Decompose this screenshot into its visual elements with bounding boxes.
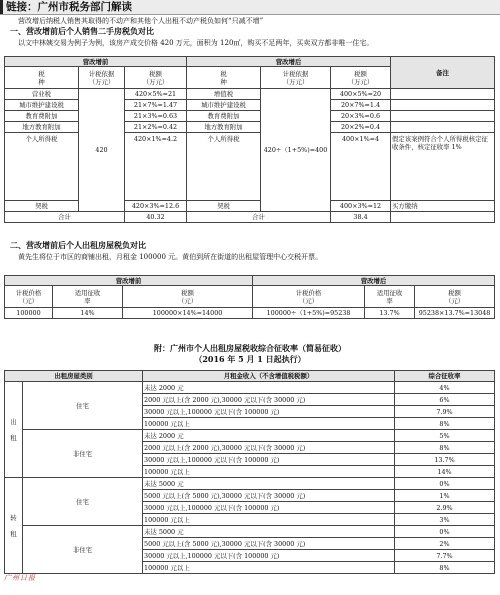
- section2-desc: 黄先生将位于市区的商铺出租，月租金 100000 元。黄伯到所在街道的出租屋管理中心交税开票。: [18, 253, 323, 261]
- sale-tax-table: [4, 56, 495, 223]
- rent-tax-before: 100000×14%=14000: [123, 308, 253, 319]
- group-before: 营改增前: [5, 57, 187, 67]
- col-amount-after: 税额 （万元）: [331, 67, 391, 89]
- rent-tax-after: 95238×13.7%=13048: [415, 308, 495, 319]
- col-amount-before: 税额 （万元）: [125, 67, 187, 89]
- zhuan-non-rate-2: 7.7%: [395, 550, 495, 562]
- tax-before-1: 城市维护建设税: [5, 100, 79, 111]
- rent-col-tax-after: 税额 （元）: [415, 286, 495, 308]
- rent-rate-before: 14%: [53, 308, 123, 319]
- chu-house-rate-1: 6%: [395, 394, 495, 406]
- chu-house-rate-2: 7.9%: [395, 406, 495, 418]
- amount-before-2: 21×3%=0.63: [125, 111, 187, 122]
- total-before: 40.32: [125, 212, 187, 223]
- tax-before-3: 地方教育附加: [5, 122, 79, 133]
- chu-non-label: 非住宅: [23, 430, 143, 478]
- chu-non-range-3: 100000 元以上: [143, 466, 395, 478]
- tax-before-4: 个人所得税: [5, 133, 79, 201]
- rate-table: [4, 370, 495, 574]
- rent-col-price-before: 计税价格 （元）: [5, 286, 53, 308]
- tax-after-0: 增值税: [187, 89, 261, 100]
- chu-non-range-0: 未达 2000 元: [143, 430, 395, 442]
- rent-price-before: 100000: [5, 308, 53, 319]
- rent-col-rate-before: 适用征收 率: [53, 286, 123, 308]
- zhuan-house-range-0: 未达 5000 元: [143, 478, 395, 490]
- amount-after-2: 20×3%=0.6: [331, 111, 391, 122]
- note-pit: 假定该案例符合个人所得税核定征收条件，核定征收率 1%: [391, 133, 495, 201]
- zhuan-house-range-2: 30000 元以上,100000 元以下(含 100000 元): [143, 502, 395, 514]
- zhuan-house-rate-3: 3%: [395, 514, 495, 526]
- total-label-before: 合计: [5, 212, 125, 223]
- zhuan-house-range-1: 5000 元以上(含 5000 元),30000 元以下(含 30000 元): [143, 490, 395, 502]
- tax-after-2: 教育费附加: [187, 111, 261, 122]
- chu-non-range-2: 30000 元以上,100000 元以下(含 100000 元): [143, 454, 395, 466]
- amount-after-0: 400×5%=20: [331, 89, 391, 100]
- tax-before-2: 教育费附加: [5, 111, 79, 122]
- col-basis-before: 计税依据 （万元）: [79, 67, 125, 89]
- chu-house-range-1: 2000 元以上(含 2000 元),30000 元以下(含 30000 元): [143, 394, 395, 406]
- rent-col-tax-before: 税额 （元）: [123, 286, 253, 308]
- header-title: 链接：广州市税务部门解读: [6, 1, 132, 13]
- tax-before-5: 契税: [5, 201, 79, 212]
- col-tax-after: 税 种: [187, 67, 261, 89]
- basis-before: 420: [79, 89, 125, 212]
- zhuan-house-label: 住宅: [23, 478, 143, 526]
- amount-before-5: 420×3%=12.6: [125, 201, 187, 212]
- tax-before-0: 营业税: [5, 89, 79, 100]
- header-accent-bar: [0, 0, 3, 14]
- amount-after-5: 400×3%=12: [331, 201, 391, 212]
- chu-non-rate-1: 8%: [395, 442, 495, 454]
- amount-before-1: 21×7%=1.47: [125, 100, 187, 111]
- basis-after: 420÷（1+5%)=400: [261, 89, 331, 212]
- rate-group-zhuan: 转 租: [5, 478, 23, 574]
- chu-house-range-3: 100000 元以上: [143, 418, 395, 430]
- chu-non-rate-2: 13.7%: [395, 454, 495, 466]
- rent-group-after: 营改增后: [253, 276, 495, 286]
- rate-col-category: 出租房屋类别: [5, 371, 143, 382]
- amount-before-3: 21×2%=0.42: [125, 122, 187, 133]
- group-notes: 备注: [391, 57, 495, 89]
- amount-before-4: 420×1%=4.2: [125, 133, 187, 201]
- section2-title: 二、营改增前后个人出租房屋税负对比: [10, 240, 146, 250]
- tax-after-1: 城市维护建设税: [187, 100, 261, 111]
- tax-after-3: 地方教育附加: [187, 122, 261, 133]
- rate-group-chu: 出 租: [5, 382, 23, 478]
- tax-after-4: 个人所得税: [187, 133, 261, 201]
- rent-price-after: 100000÷（1+5%)=95238: [253, 308, 365, 319]
- zhuan-non-range-3: 100000 元以上: [143, 562, 395, 574]
- chu-house-range-0: 未达 2000 元: [143, 382, 395, 394]
- section1-desc: 以文中林姨交易为例子为例，该房产成交价格 420 万元，面积为 120㎡，购买不足两年，买卖双方都非唯一住宅。: [18, 39, 374, 47]
- note-deed: 买方缴纳: [391, 201, 495, 212]
- chu-non-rate-3: 14%: [395, 466, 495, 478]
- col-basis-after: 计税依据 （万元）: [261, 67, 331, 89]
- total-after: 38.4: [331, 212, 391, 223]
- chu-non-rate-0: 5%: [395, 430, 495, 442]
- zhuan-non-range-2: 30000 元以上,100000 元以下(含 100000 元): [143, 550, 395, 562]
- amount-before-0: 420×5%=21: [125, 89, 187, 100]
- zhuan-house-rate-2: 2.9%: [395, 502, 495, 514]
- appendix-title: 附：广州市个人出租房屋税收综合征收率（简易征收）: [154, 343, 346, 353]
- chu-house-rate-0: 4%: [395, 382, 495, 394]
- chu-house-rate-3: 8%: [395, 418, 495, 430]
- total-label-after: 合计: [187, 212, 331, 223]
- zhuan-non-rate-3: 8%: [395, 562, 495, 574]
- amount-after-3: 20×2%=0.4: [331, 122, 391, 133]
- rent-col-rate-after: 适用征收 率: [365, 286, 415, 308]
- chu-house-label: 住宅: [23, 382, 143, 430]
- zhuan-non-label: 非住宅: [23, 526, 143, 574]
- rent-rate-after: 13.7%: [365, 308, 415, 319]
- rate-col-rate: 综合征收率: [395, 371, 495, 382]
- zhuan-house-rate-1: 1%: [395, 490, 495, 502]
- amount-after-1: 20×7%=1.4: [331, 100, 391, 111]
- zhuan-non-rate-0: 0%: [395, 526, 495, 538]
- amount-after-4: 400×1%=4: [331, 133, 391, 201]
- rent-group-before: 营改增前: [5, 276, 253, 286]
- zhuan-non-range-1: 5000 元以上(含 5000 元),30000 元以下(含 30000 元): [143, 538, 395, 550]
- chu-house-range-2: 30000 元以上,100000 元以下(含 100000 元): [143, 406, 395, 418]
- group-after: 营改增后: [187, 57, 391, 67]
- zhuan-non-rate-1: 2%: [395, 538, 495, 550]
- chu-non-range-1: 2000 元以上(含 2000 元),30000 元以下(含 30000 元): [143, 442, 395, 454]
- zhuan-house-range-3: 100000 元以上: [143, 514, 395, 526]
- rent-col-price-after: 计税价格 （元）: [253, 286, 365, 308]
- article-header: [0, 0, 500, 15]
- appendix-subtitle: （2016 年 5 月 1 日起执行）: [194, 354, 306, 364]
- zhuan-house-rate-0: 0%: [395, 478, 495, 490]
- section1-title: 一、营改增前后个人销售二手房税负对比: [10, 26, 154, 36]
- col-tax-before: 税 种: [5, 67, 79, 89]
- newspaper-stamp: 广州日报: [4, 574, 36, 582]
- rent-tax-table: [4, 275, 495, 319]
- tax-after-5: 契税: [187, 201, 261, 212]
- zhuan-non-range-0: 未达 5000 元: [143, 526, 395, 538]
- rate-col-rent: 月租金收入（不含增值税税额）: [143, 371, 395, 382]
- intro-text: 营改增后纳税人销售其取得的不动产和其他个人出租不动产税负如何“只减不增”: [18, 17, 264, 25]
